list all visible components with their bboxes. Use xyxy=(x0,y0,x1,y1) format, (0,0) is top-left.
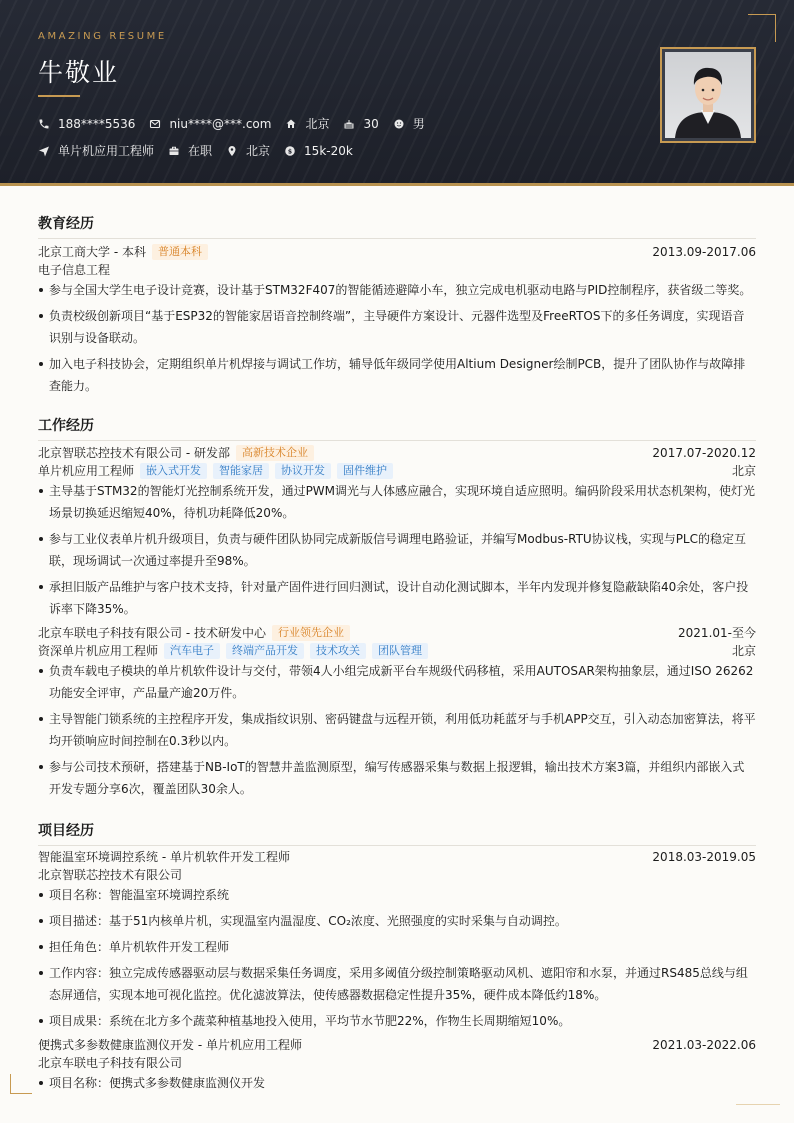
profile-photo-frame xyxy=(660,47,756,143)
project-entry xyxy=(38,849,756,1036)
mail-icon xyxy=(149,118,161,130)
footer-accent-line xyxy=(736,1104,780,1105)
company-tag: 高新技术企业 xyxy=(236,445,314,461)
list-item: 主导基于STM32的智能灯光控制系统开发，通过PWM调光与人体感应融合，实现环境自适应照明。编码阶段采用状态机架构，使灯光场景切换延迟缩短40%，待机功耗降低20%。 xyxy=(38,480,756,524)
job-bullets xyxy=(38,660,756,800)
header-gold-rule xyxy=(0,183,794,186)
project-title: 便携式多参数健康监测仪开发 - 单片机应用工程师 xyxy=(38,1038,302,1052)
job-bullets xyxy=(38,480,756,620)
education-period: 2013.09-2017.06 xyxy=(652,245,756,259)
salary-info xyxy=(284,144,353,158)
list-item: 项目描述：基于51内核单片机，实现温室内温湿度、CO₂浓度、光照强度的实时采集与自动调控。 xyxy=(38,910,756,932)
job-role: 单片机应用工程师 xyxy=(38,464,135,478)
email-address: niu****@***.com xyxy=(169,116,272,131)
school-name: 北京工商大学 - 本科 xyxy=(38,245,146,259)
resume-header xyxy=(0,0,794,184)
email-info xyxy=(149,117,271,131)
job-period: 2017.07-2020.12 xyxy=(652,446,756,460)
job-header-row xyxy=(38,625,756,641)
svg-text:$: $ xyxy=(287,147,293,155)
company-name: 北京车联电子科技有限公司 - 技术研发中心 xyxy=(38,626,266,640)
education-header-row xyxy=(38,244,756,260)
list-item: 加入电子科技协会，定期组织单片机焊接与调试工作坊，辅导低年级同学使用Altium Designer绘制PCB，提升了团队协作与故障排查能力。 xyxy=(38,353,756,397)
list-item: 工作内容：独立完成传感器驱动层与数据采集任务调度，采用多阈值分级控制策略驱动风机、遮阳帘和水泵，并通过RS485总线与组态屏通信，实现本地可视化监控。优化滤波算法，使传感器数据稳定性提升35%，硬件成本降低约18%。 xyxy=(38,962,756,1006)
job-header-row xyxy=(38,445,756,461)
name-underline xyxy=(38,95,80,97)
skill-tag: 技术攻关 xyxy=(310,643,366,659)
gender-info xyxy=(393,115,425,132)
cake-icon xyxy=(343,118,355,130)
project-header-row xyxy=(38,1037,756,1053)
expected-salary: 15k-20k xyxy=(304,143,353,158)
education-heading: 教育经历 xyxy=(38,213,756,239)
major-name: 电子信息工程 xyxy=(38,263,111,277)
skill-tag: 团队管理 xyxy=(372,643,428,659)
job-period: 2021.01-至今 xyxy=(678,626,756,640)
project-bullets xyxy=(38,1072,756,1094)
profile-photo xyxy=(665,52,751,138)
list-item: 项目成果：系统在北方多个蔬菜种植基地投入使用，平均节水节肥22%，作物生长周期缩短10%。 xyxy=(38,1010,756,1032)
age-info xyxy=(343,117,378,131)
list-item: 承担旧版产品维护与客户技术支持，针对量产固件进行回归测试，设计自动化测试脚本，半年内发现并修复隐蔽缺陷40余处，客户投诉率下降35%。 xyxy=(38,576,756,620)
corner-ornament xyxy=(748,14,776,42)
home-icon xyxy=(285,118,297,130)
resume-eyebrow: AMAZING RESUME xyxy=(38,31,167,42)
send-icon xyxy=(38,145,50,157)
list-item: 负责校级创新项目“基于ESP32的智能家居语音控制终端”，主导硬件方案设计、元器件选型及FreeRTOS下的多任务调度，实现语音识别与设备联动。 xyxy=(38,305,756,349)
skill-tag: 嵌入式开发 xyxy=(140,463,207,479)
list-item: 项目名称：智能温室环境调控系统 xyxy=(38,884,756,906)
job-role-row xyxy=(38,643,756,659)
phone-icon xyxy=(38,118,50,130)
project-period: 2018.03-2019.05 xyxy=(652,850,756,864)
portrait-illustration xyxy=(665,52,751,138)
project-period: 2021.03-2022.06 xyxy=(652,1038,756,1052)
corner-ornament xyxy=(10,1074,32,1094)
project-entry xyxy=(38,1037,756,1098)
list-item: 参与工业仪表单片机升级项目，负责与硬件团队协同完成新版信号调理电路验证，并编写Modbus-RTU协议栈，实现与PLC的稳定互联，现场调试一次通过率提升至98%。 xyxy=(38,528,756,572)
location-pin-icon xyxy=(226,145,238,157)
target-city: 北京 xyxy=(246,144,271,158)
education-entry xyxy=(38,244,756,401)
project-company: 北京车联电子科技有限公司 xyxy=(38,1056,183,1070)
company-name: 北京智联芯控技术有限公司 - 研发部 xyxy=(38,446,230,460)
status-info xyxy=(168,142,212,159)
list-item: 担任角色：单片机软件开发工程师 xyxy=(38,936,756,958)
project-header-row xyxy=(38,849,756,865)
list-item: 参与全国大学生电子设计竞赛，设计基于STM32F407的智能循迹避障小车，独立完成电机驱动电路与PID控制程序，获省级二等奖。 xyxy=(38,279,756,301)
job-location: 北京 xyxy=(731,644,756,658)
skill-tag: 固件维护 xyxy=(337,463,393,479)
job-role-row xyxy=(38,463,756,479)
job-entry xyxy=(38,625,756,804)
city-info xyxy=(226,142,270,159)
age-value: 30 xyxy=(363,116,379,131)
school-tag: 普通本科 xyxy=(152,244,208,260)
job-status: 在职 xyxy=(188,144,213,158)
job-intent-row xyxy=(38,142,367,159)
candidate-name: 牛敬业 xyxy=(38,58,120,87)
project-company: 北京智联芯控技术有限公司 xyxy=(38,868,183,882)
phone-info xyxy=(38,117,135,131)
list-item: 负责车载电子模块的单片机软件设计与交付，带领4人小组完成新平台车规级代码移植，采用AUTOSAR架构抽象层，通过ISO 26262功能安全评审，产品量产逾20万件。 xyxy=(38,660,756,704)
skill-tag: 汽车电子 xyxy=(164,643,220,659)
skill-tag: 终端产品开发 xyxy=(226,643,304,659)
education-bullets xyxy=(38,279,756,397)
money-icon xyxy=(284,145,296,157)
job-location: 北京 xyxy=(731,464,756,478)
list-item: 参与公司技术预研，搭建基于NB-IoT的智慧井盖监测原型，编写传感器采集与数据上报逻辑，输出技术方案3篇，并组织内部嵌入式开发专题分享6次，覆盖团队30余人。 xyxy=(38,756,756,800)
face-icon xyxy=(393,118,405,130)
hometown-info xyxy=(285,115,329,132)
skill-tag: 智能家居 xyxy=(213,463,269,479)
gender-value: 男 xyxy=(412,117,425,131)
project-title: 智能温室环境调控系统 - 单片机软件开发工程师 xyxy=(38,850,290,864)
list-item: 主导智能门锁系统的主控程序开发，集成指纹识别、密码键盘与远程开锁，利用低功耗蓝牙与手机APP交互，引入动态加密算法，将平均开锁响应时间控制在0.3秒以内。 xyxy=(38,708,756,752)
company-tag: 行业领先企业 xyxy=(272,625,350,641)
job-entry xyxy=(38,445,756,624)
position-info xyxy=(38,142,154,159)
list-item: 项目名称：便携式多参数健康监测仪开发 xyxy=(38,1072,756,1094)
project-bullets xyxy=(38,884,756,1032)
phone-number: 188****5536 xyxy=(58,116,136,131)
target-position: 单片机应用工程师 xyxy=(58,144,155,158)
work-heading: 工作经历 xyxy=(38,415,756,441)
hometown-value: 北京 xyxy=(305,117,330,131)
projects-heading: 项目经历 xyxy=(38,820,756,846)
job-role: 资深单片机应用工程师 xyxy=(38,644,159,658)
skill-tag: 协议开发 xyxy=(275,463,331,479)
contact-row xyxy=(38,115,439,132)
briefcase-icon xyxy=(168,145,180,157)
